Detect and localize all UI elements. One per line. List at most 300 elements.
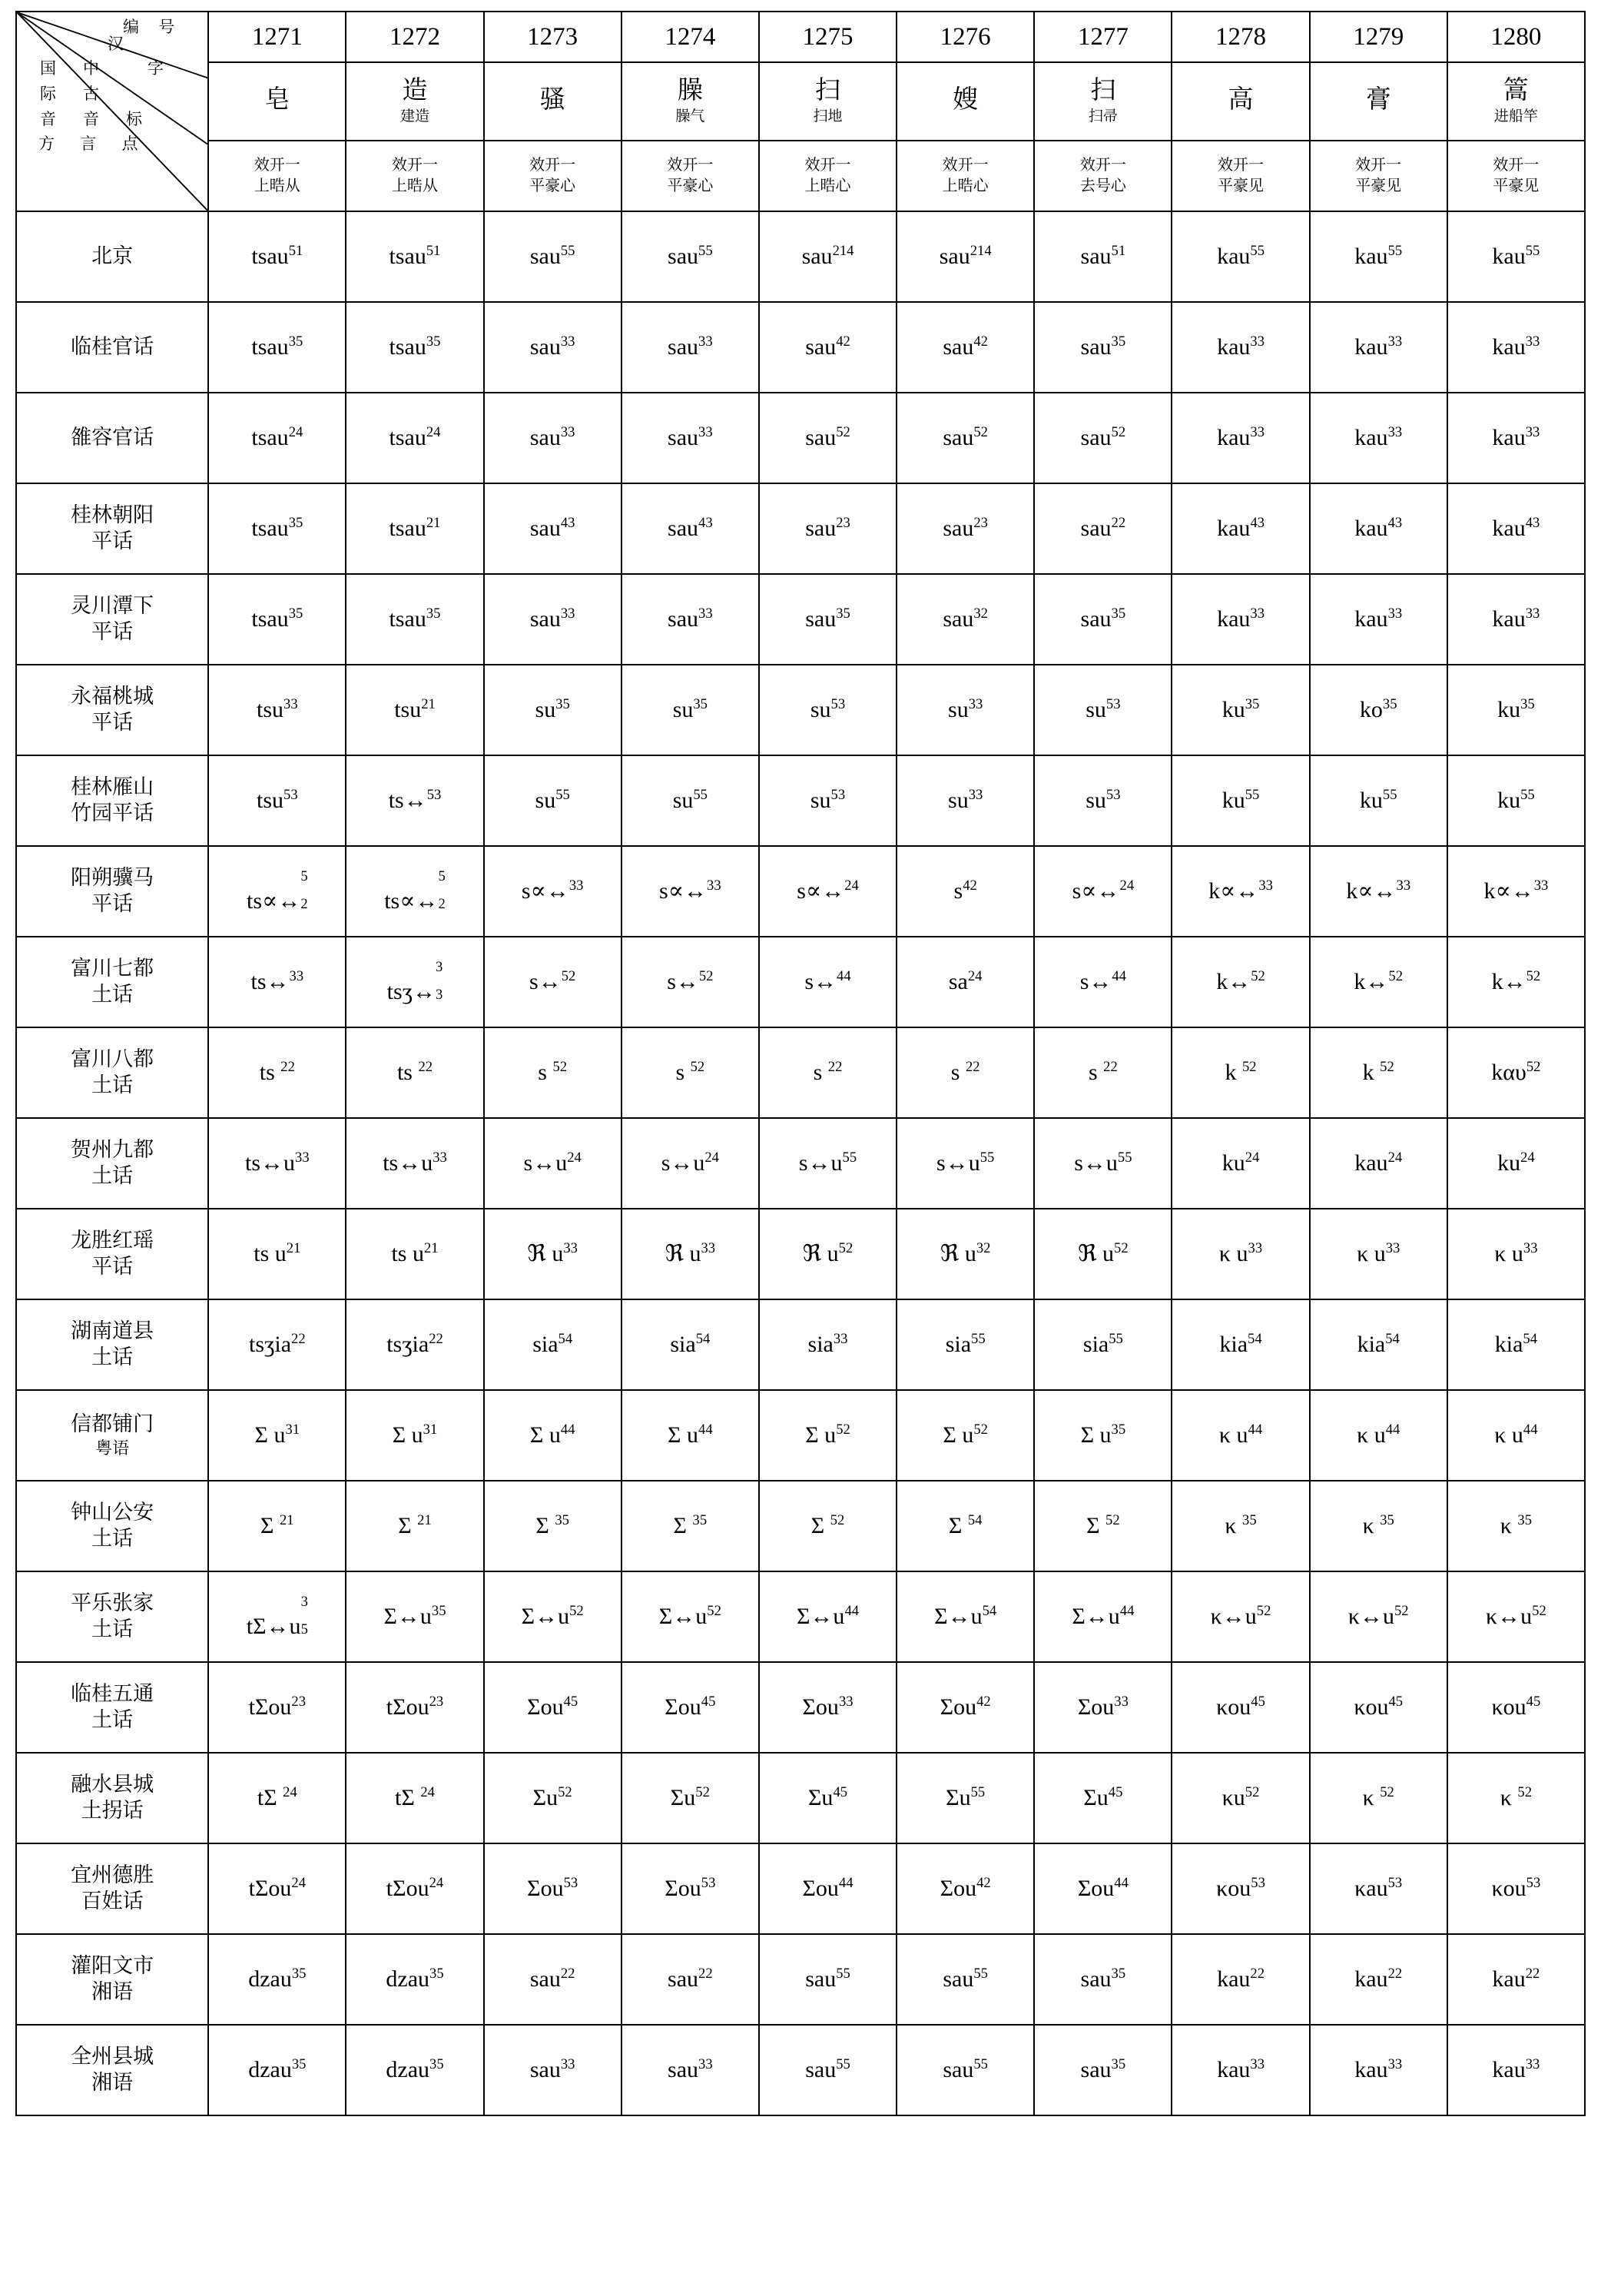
code-line-2: 上晧心 [942,178,989,194]
header-number: 1275 [759,12,897,62]
header-character-glyph: 臊 [677,77,703,105]
pronunciation-cell [208,846,346,937]
pronunciation-cell [759,665,897,755]
pronunciation-cell [346,1662,483,1753]
tone-number: 35 [836,606,850,622]
tone-number: 55 [1117,1150,1132,1166]
pronunciation-cell [484,665,622,755]
tone-number: 24 [1245,1150,1260,1166]
ipa-base: s [538,1060,553,1085]
tone-number: 52 [973,1422,988,1438]
tone-number: 52 [561,968,576,984]
tone-number: 44 [837,968,851,984]
tone-number: 53 [830,696,846,712]
ipa-base: Σou [940,1876,977,1901]
pronunciation-cell [208,755,346,846]
ipa-base: kau [1217,425,1251,450]
ipa-base: κ↔u [1347,1604,1394,1629]
header-character [897,62,1034,141]
header-character-gloss: 扫帚 [1088,108,1118,125]
tone-number: 22 [1103,1059,1118,1075]
pronunciation-cell [759,1934,897,2025]
header-number: 1273 [484,12,622,62]
ipa-base: κou [1491,1694,1526,1720]
tone-number: 55 [1109,1331,1123,1347]
ipa-base: tsʒia [386,1332,429,1357]
ipa-base: Σou [527,1694,564,1720]
ipa-base: s∝↔ [659,878,708,904]
pronunciation-cell [208,1299,346,1390]
pronunciation-cell [208,1843,346,1934]
ipa-base: tsau [389,244,426,269]
tone-number: 52 [698,968,714,984]
ipa-base: sau [668,516,699,541]
dialect-point-label [16,1753,208,1843]
table-row [16,1481,1585,1571]
pronunciation-cell [208,2025,346,2115]
tone-number-cont: 3 [436,986,443,1003]
table-row [16,665,1585,755]
header-character-row [16,62,1585,141]
ipa-base: sau [801,244,833,269]
pronunciation-cell [1310,393,1447,483]
tone-number: 214 [970,243,992,259]
pronunciation-cell [484,1118,622,1209]
ipa-base: sia [807,1332,834,1357]
tone-number: 51 [288,243,303,259]
tone-number: 33 [838,1694,854,1710]
code-line-1: 效开一 [529,157,576,174]
pronunciation-cell [1172,1390,1309,1481]
pronunciation-cell [1310,1934,1447,2025]
tone-number: 24 [1387,1150,1403,1166]
ipa-base: κou [1216,1694,1251,1720]
dialect-point-line: 桂林雁山 [71,775,154,799]
pronunciation-cell [622,1843,759,1934]
table-row [16,1390,1585,1481]
tone-number: 45 [1108,1784,1123,1800]
ipa-base: ℜ u [665,1241,701,1266]
pronunciation-cell [1447,211,1585,302]
tone-number: 52 [1526,1059,1541,1075]
tone-number: 33 [968,696,983,712]
tone-number: 22 [827,1059,843,1075]
header-phonological-code [208,141,346,211]
dialect-point-label [16,211,208,302]
ipa-base: kau [1354,1150,1388,1176]
tone-number: 24 [291,1875,307,1891]
pronunciation-cell [1034,574,1172,665]
dialect-point-line: 钟山公安 [71,1501,154,1525]
ipa-base: dzau [386,1966,430,1992]
tone-number: 52 [1394,1603,1409,1619]
dialect-point-label [16,1934,208,2025]
ipa-base: k∝↔ [1346,878,1397,904]
ipa-base: κ [1500,1785,1518,1810]
ipa-base: κ u [1218,1241,1248,1266]
pronunciation-cell [1447,2025,1585,2115]
ipa-base: su [948,788,969,813]
ipa-base: s∝↔ [797,878,845,904]
tone-number: 42 [973,333,988,350]
tone-number: 35 [1380,1512,1394,1528]
pronunciation-cell [622,1481,759,1571]
ipa-base: tsʒia [249,1332,292,1357]
pronunciation-cell [1034,2025,1172,2115]
pronunciation-cell [208,1118,346,1209]
header-character-glyph: 高 [1228,85,1254,114]
ipa-base: sau [805,334,837,360]
tone-number: 33 [1387,424,1403,440]
pronunciation-cell [1447,574,1585,665]
dialect-point-line: 湖南道县 [71,1319,154,1343]
tone-number: 22 [418,1059,433,1075]
dialect-point-label [16,937,208,1027]
ipa-base: tsau [389,606,426,632]
ipa-base: κ u [1218,1422,1248,1448]
pronunciation-cell [1310,302,1447,393]
pronunciation-cell [1310,574,1447,665]
ipa-base: Σou [940,1694,977,1720]
ipa-base: tsau [251,606,289,632]
pronunciation-cell [484,937,622,1027]
pronunciation-cell [897,1027,1034,1118]
pronunciation-cell [622,1390,759,1481]
tone-number: 35 [1382,696,1397,712]
pronunciation-cell [346,937,483,1027]
tone-number: 33 [1250,2056,1265,2072]
pronunciation-cell [346,2025,483,2115]
pronunciation-cell [346,483,483,574]
ipa-base: ℜ u [1078,1241,1115,1266]
ipa-base: κ [1362,1785,1381,1810]
header-number: 1274 [622,12,759,62]
ipa-base: tsu [257,788,284,813]
ipa-base: ts↔ [388,788,427,813]
dialect-point-line: 融水县城 [71,1773,154,1797]
ipa-base: sau [943,334,974,360]
pronunciation-cell [759,755,897,846]
ipa-base: sau [529,425,561,450]
dialect-point-line: 灌阳文市 [71,1954,154,1978]
pronunciation-cell [1172,393,1309,483]
dialect-point-label [16,483,208,574]
pronunciation-cell [622,1753,759,1843]
tone-number: 44 [1523,1422,1538,1438]
dialect-point-label [16,1390,208,1481]
pronunciation-cell [208,483,346,574]
pronunciation-cell [622,755,759,846]
tone-number: 55 [973,2056,988,2072]
dialect-point-line: 土话 [91,1073,134,1097]
tone-number: 35 [288,606,303,622]
ipa-base: kau [1217,334,1251,360]
pronunciation-cell [1034,1390,1172,1481]
dialect-point-line: 信都铺门 [71,1412,154,1436]
header-character [1310,62,1447,141]
ipa-base: Σou [802,1876,839,1901]
pronunciation-cell [1172,1753,1309,1843]
pronunciation-cell [1447,937,1585,1027]
header-character [208,62,346,141]
dialect-point-line: 富川七都 [71,957,154,980]
dialect-point-line: 全州县城 [71,2045,154,2069]
pronunciation-cell [1172,1481,1309,1571]
pronunciation-cell [484,574,622,665]
pronunciation-cell [759,211,897,302]
tone-number: 44 [844,1603,860,1619]
ipa-base: ko [1359,697,1383,722]
tone-number: 35 [1111,333,1126,350]
ipa-base: sa [948,969,968,994]
ipa-base: tΣou [386,1876,429,1901]
ipa-base: kau [1354,606,1388,632]
ipa-base: ku [1497,788,1521,813]
pronunciation-cell [1447,393,1585,483]
pronunciation-cell [759,483,897,574]
pronunciation-cell [346,1027,483,1118]
tone-number: 35 [1517,1512,1532,1528]
pronunciation-cell [346,574,483,665]
tone-number: 22 [1250,1966,1265,1982]
tone-number: 42 [976,1694,991,1710]
ipa-base: κau [1354,1876,1388,1901]
dialect-point-line: 湘语 [91,1980,134,2003]
pronunciation-cell [622,937,759,1027]
ipa-base: sau [943,606,974,632]
tone-number: 33 [698,424,713,440]
ipa-base: tsau [389,516,426,541]
tone-number: 23 [973,515,988,531]
ipa-base: sau [668,606,699,632]
tone-number: 3 [300,1593,308,1610]
tone-number: 54 [558,1331,573,1347]
ipa-base: dzau [248,1966,292,1992]
dialect-point-line: 平话 [91,1255,134,1278]
tone-number: 44 [1119,1603,1135,1619]
pronunciation-cell [622,302,759,393]
pronunciation-cell [208,574,346,665]
pronunciation-cell [759,1843,897,1934]
table-row [16,393,1585,483]
tone-number: 33 [1396,878,1411,894]
tone-number: 53 [1105,696,1121,712]
ipa-base: kau [1492,2057,1526,2082]
ipa-base: ts u [254,1241,287,1266]
ipa-base: tsau [389,334,426,360]
pronunciation-cell [897,1118,1034,1209]
ipa-base: Σ [1086,1513,1106,1538]
pronunciation-cell [1447,1571,1585,1662]
dialect-point-line: 粤语 [95,1438,130,1458]
dialect-point-line: 灵川潭下 [71,594,154,618]
tone-number: 32 [973,606,988,622]
pronunciation-cell [346,1843,483,1934]
pronunciation-cell [1034,1934,1172,2025]
tone-number: 5 [300,868,308,884]
tone-number: 33 [1387,2056,1403,2072]
tone-number: 52 [1241,1059,1257,1075]
tone-number: 33 [1533,878,1549,894]
pronunciation-cell [622,483,759,574]
ipa-base: su [535,788,556,813]
pronunciation-cell [622,1299,759,1390]
tone-number: 21 [421,696,436,712]
dialect-point-label [16,1027,208,1118]
tone-number: 35 [555,1512,569,1528]
code-line-2: 去号心 [1079,178,1126,194]
tone-number: 33 [1387,606,1403,622]
tone-number: 35 [692,1512,708,1528]
table-header [16,12,1585,211]
header-number: 1280 [1447,12,1585,62]
tone-number: 31 [285,1422,300,1438]
tone-number: 33 [1523,1240,1538,1256]
tone-number: 32 [976,1240,991,1256]
pronunciation-cell [484,1662,622,1753]
tone-number-cont: 2 [438,895,446,912]
header-character [759,62,897,141]
pronunciation-cell [346,1481,483,1571]
pronunciation-cell [484,483,622,574]
pronunciation-cell [1310,755,1447,846]
ipa-base: Σu [946,1785,971,1810]
tone-number: 54 [982,1603,997,1619]
pronunciation-cell [1034,1299,1172,1390]
pronunciation-cell [1172,1662,1309,1753]
ipa-base: k↔ [1354,969,1389,994]
pronunciation-cell [208,1481,346,1571]
ipa-base: su [535,697,556,722]
tone-number: 33 [1385,1240,1400,1256]
ipa-base: k∝↔ [1208,878,1259,904]
pronunciation-cell [1034,1753,1172,1843]
ipa-base: sau [668,2057,699,2082]
ipa-base: Σou [1077,1876,1115,1901]
tone-number: 53 [563,1875,578,1891]
legend-intl3-label: 音 [40,110,56,128]
tone-number: 53 [830,787,846,803]
pronunciation-cell [484,1027,622,1118]
tone-number: 55 [836,2056,850,2072]
tone-number: 33 [698,333,713,350]
tone-number: 55 [1382,787,1397,803]
pronunciation-cell [346,393,483,483]
tone-number: 22 [280,1059,295,1075]
pronunciation-cell [346,1934,483,2025]
tone-number: 24 [429,1875,444,1891]
pronunciation-cell [1172,755,1309,846]
pronunciation-cell [484,755,622,846]
tone-number: 52 [830,1512,845,1528]
dialect-point-label [16,393,208,483]
pronunciation-cell [897,1843,1034,1934]
code-line-1: 效开一 [1218,157,1265,174]
tone-number: 55 [1387,243,1403,259]
ipa-base: kau [1492,334,1526,360]
ipa-base: kau [1354,2057,1388,2082]
pronunciation-cell [1310,665,1447,755]
ipa-base: kau [1354,425,1388,450]
pronunciation-cell [1172,483,1309,574]
ipa-base: κ [1500,1513,1518,1538]
ipa-base: k [1225,1060,1242,1085]
code-line-1: 效开一 [1493,157,1540,174]
pronunciation-cell [897,1662,1034,1753]
pronunciation-cell [484,846,622,937]
tone-number: 55 [971,1331,986,1347]
pronunciation-cell [484,1571,622,1662]
tone-number: 55 [842,1150,857,1166]
pronunciation-cell [346,1571,483,1662]
tone-number: 22 [698,1966,713,1982]
table-row [16,1662,1585,1753]
tone-number: 24 [288,424,303,440]
header-character [346,62,483,141]
ipa-base: tΣ [395,1785,421,1810]
code-line-2: 上晧心 [804,178,851,194]
dialect-point-line: 平乐张家 [71,1591,154,1615]
ipa-base: s [953,878,963,904]
tone-number: 52 [1380,1784,1394,1800]
tone-number: 21 [426,515,441,531]
pronunciation-cell [1034,1209,1172,1299]
table-row [16,1118,1585,1209]
pronunciation-cell [759,2025,897,2115]
pronunciation-cell [346,846,483,937]
pronunciation-cell [897,211,1034,302]
tone-number: 22 [291,1331,306,1347]
tone-number: 53 [283,787,298,803]
ipa-base: tΣ↔u [246,1613,301,1639]
ipa-base: Σ u [392,1422,423,1448]
ipa-base: s↔ [804,969,837,994]
legend-hanzi-bottom-label: 字 [148,59,164,78]
legend-hanzi-top-label: 汉 [108,35,124,53]
ipa-base: dzau [386,2057,430,2082]
tone-number: 31 [423,1422,438,1438]
pronunciation-cell [759,1299,897,1390]
ipa-base: ku [1221,1150,1245,1176]
ipa-base: kia [1219,1332,1248,1357]
ipa-base: sau [939,244,970,269]
pronunciation-cell [1034,846,1172,937]
dialect-point-line: 富川八都 [71,1047,154,1071]
tone-number: 24 [704,1150,719,1166]
ipa-base: s↔ [529,969,562,994]
tone-number: 35 [1111,1966,1126,1982]
tone-number: 35 [429,2056,444,2072]
tone-number: 53 [1526,1875,1541,1891]
tone-number-cont: 5 [300,1621,308,1637]
tone-number: 54 [1248,1331,1262,1347]
header-character-glyph: 嫂 [953,85,979,114]
dialect-point-line: 竹园平话 [71,801,154,825]
table-row [16,1299,1585,1390]
tone-number: 52 [838,1240,854,1256]
header-character-glyph: 造 [402,77,428,105]
ipa-base: sau [529,606,561,632]
pronunciation-cell [1447,1209,1585,1299]
ipa-base: ts∝↔ [247,888,301,914]
pronunciation-cell [1172,1209,1309,1299]
corner-legend-cell [16,12,208,211]
ipa-base: kia [1357,1332,1386,1357]
pronunciation-cell [897,302,1034,393]
pronunciation-cell [1034,937,1172,1027]
tone-number: 35 [429,1966,444,1982]
dialect-point-label [16,1481,208,1571]
